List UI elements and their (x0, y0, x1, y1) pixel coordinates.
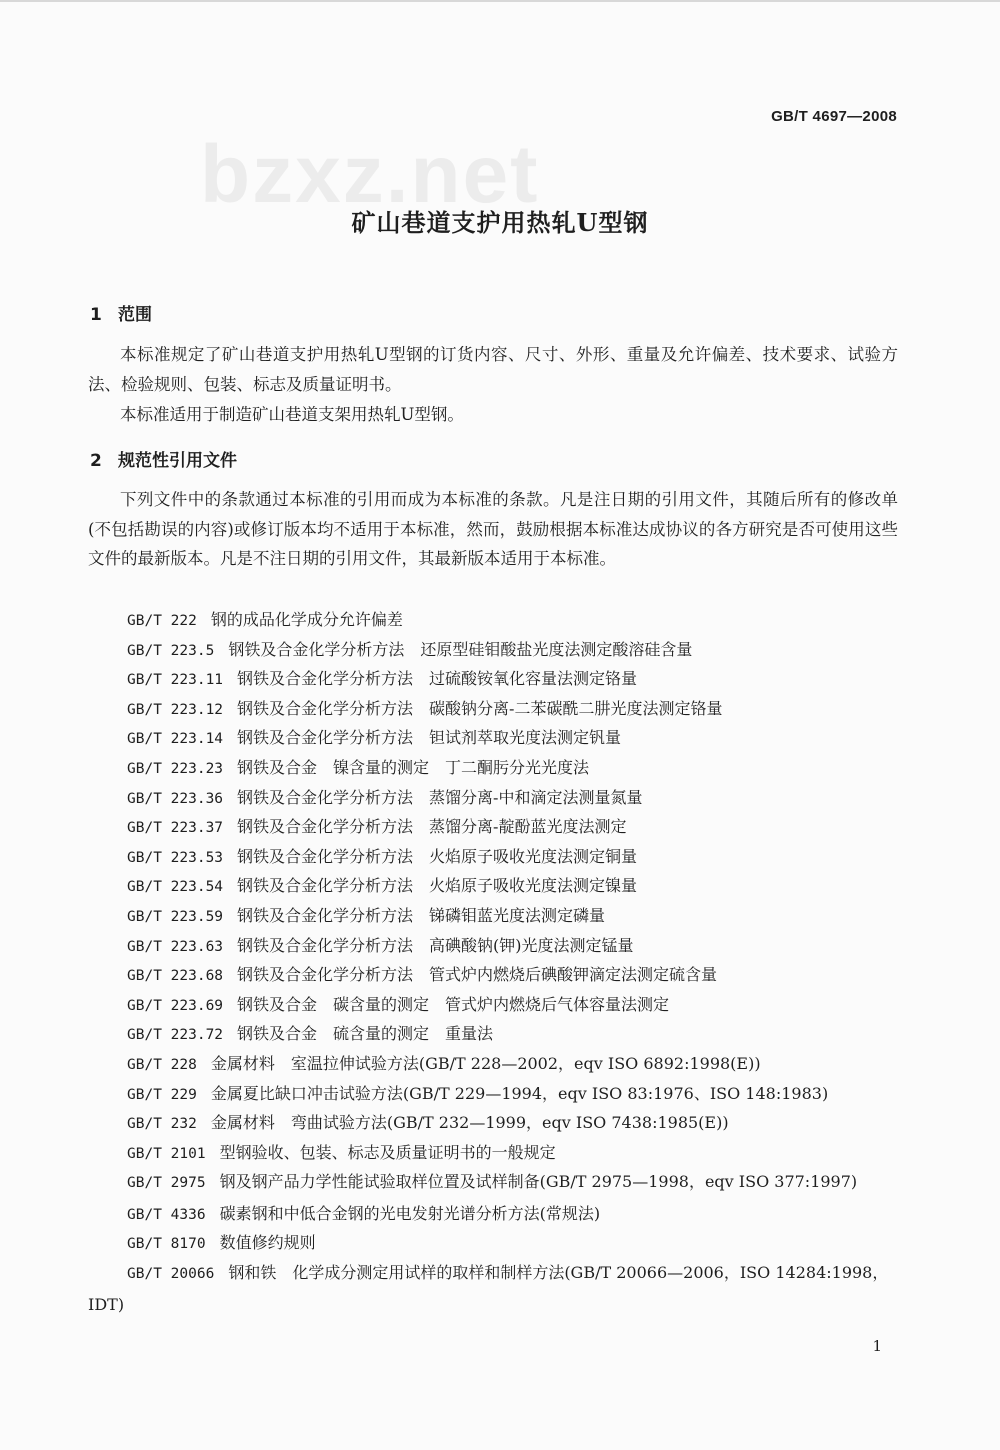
reference-title: 钢铁及合金化学分析方法 高碘酸钠(钾)光度法测定锰量 (237, 935, 634, 955)
reference-code: GB/T 2975 (127, 1175, 206, 1192)
reference-item (88, 1258, 900, 1319)
reference-title: 钢铁及合金化学分析方法 火焰原子吸收光度法测定铜量 (237, 846, 638, 866)
reference-code: GB/T 4336 (127, 1206, 206, 1223)
reference-title: 钢铁及合金化学分析方法 火焰原子吸收光度法测定镍量 (237, 876, 638, 896)
reference-code: GB/T 223.54 (127, 879, 224, 896)
reference-code: GB/T 223.12 (127, 701, 224, 718)
section-1-paragraph-1: 本标准规定了矿山巷道支护用热轧U型钢的订货内容、尺寸、外形、重量及允许偏差、技术要求、试验方法、检验规则、包装、标志及质量证明书。 (88, 345, 898, 394)
reference-item (88, 1079, 900, 1109)
reference-code: GB/T 223.63 (127, 938, 224, 955)
page-number: 1 (872, 1337, 882, 1355)
reference-item (88, 931, 900, 961)
reference-title: 钢铁及合金 镍含量的测定 丁二酮肟分光光度法 (237, 757, 590, 777)
reference-item (88, 1199, 900, 1229)
reference-item (88, 694, 900, 724)
reference-code: GB/T 223.68 (127, 968, 224, 985)
reference-title: 钢铁及合金化学分析方法 钽试剂萃取光度法测定钒量 (237, 728, 622, 748)
reference-code: GB/T 20066 (127, 1266, 215, 1283)
reference-item (88, 1167, 900, 1199)
section-title: 范围 (118, 305, 152, 325)
reference-item (88, 1019, 900, 1049)
reference-item (88, 723, 900, 753)
section-2-intro: 下列文件中的条款通过本标准的引用而成为本标准的条款。凡是注日期的引用文件，其随后所有的修改单(不包括勘误的内容)或修订版本均不适用于本标准，然而，鼓励根据本标准达成协议的各方研究是否可使用这些文件的最新版本。凡是不注日期的引用文件，其最新版本适用于本标准。 (88, 490, 898, 568)
reference-title: 钢铁及合金 硫含量的测定 重量法 (237, 1024, 494, 1044)
reference-title: 碳素钢和中低合金钢的光电发射光谱分析方法(常规法) (219, 1203, 601, 1223)
reference-title: 钢铁及合金化学分析方法 锑磷钼蓝光度法测定磷量 (237, 905, 606, 925)
reference-code: GB/T 229 (127, 1086, 197, 1103)
section-title: 规范性引用文件 (118, 451, 237, 471)
reference-code: GB/T 223.5 (127, 642, 215, 659)
section-1-paragraph-2: 本标准适用于制造矿山巷道支架用热轧U型钢。 (120, 405, 464, 424)
reference-title: 钢铁及合金 碳含量的测定 管式炉内燃烧后气体容量法测定 (237, 994, 670, 1014)
reference-title: 钢铁及合金化学分析方法 过硫酸铵氧化容量法测定铬量 (237, 669, 638, 689)
reference-item (88, 990, 900, 1020)
reference-item (88, 783, 900, 813)
reference-item (88, 664, 900, 694)
reference-code: GB/T 223.69 (127, 997, 224, 1014)
reference-code: GB/T 232 (127, 1116, 197, 1133)
reference-code: GB/T 222 (127, 613, 197, 629)
reference-item (88, 812, 900, 842)
standard-number: GB/T 4697—2008 (771, 108, 897, 125)
reference-code: GB/T 8170 (127, 1236, 206, 1253)
watermark: bzxz.net (200, 129, 540, 220)
reference-code: GB/T 228 (127, 1056, 197, 1073)
page-top-edge (0, 0, 1000, 2)
reference-title: 型钢验收、包装、标志及质量证明书的一般规定 (219, 1142, 556, 1162)
reference-code: GB/T 223.23 (127, 760, 224, 777)
reference-code: GB/T 223.72 (127, 1027, 224, 1044)
reference-item (88, 842, 900, 872)
reference-code: GB/T 223.14 (127, 731, 224, 748)
reference-title: 金属材料 弯曲试验方法(GB/T 232—1999，eqv ISO 7438:1985(E)) (210, 1113, 729, 1133)
reference-title: 金属材料 室温拉伸试验方法(GB/T 228—2002，eqv ISO 6892:1998(E)) (210, 1053, 761, 1073)
reference-list (88, 605, 900, 1319)
reference-item (88, 871, 900, 901)
document-title: 矿山巷道支护用热轧U型钢 (351, 208, 649, 237)
section-2-heading (90, 446, 237, 471)
reference-title: 钢和铁 化学成分测定用试样的取样和制样方法(GB/T 20066—2006，ISO 14284:1998，IDT) (88, 1263, 889, 1314)
reference-item (88, 1049, 900, 1079)
reference-code: GB/T 223.37 (127, 820, 224, 837)
section-number: 2 (90, 451, 102, 471)
reference-item (88, 635, 900, 665)
reference-title: 钢铁及合金化学分析方法 蒸馏分离-中和滴定法测量氮量 (237, 787, 643, 807)
reference-item (88, 1108, 900, 1138)
reference-title: 金属夏比缺口冲击试验方法(GB/T 229—1994，eqv ISO 83:1976、ISO 148:1983) (210, 1083, 829, 1103)
reference-code: GB/T 223.53 (127, 849, 224, 866)
reference-title: 数值修约规则 (219, 1233, 316, 1253)
reference-item (88, 960, 900, 990)
reference-code: GB/T 2101 (127, 1145, 206, 1162)
section-1-heading (90, 300, 152, 325)
reference-item (88, 753, 900, 783)
reference-title: 钢及钢产品力学性能试验取样位置及试样制备(GB/T 2975—1998，eqv ISO 377:1997) (219, 1172, 858, 1192)
reference-title: 钢铁及合金化学分析方法 蒸馏分离-靛酚蓝光度法测定 (237, 817, 627, 837)
reference-title: 钢铁及合金化学分析方法 还原型硅钼酸盐光度法测定酸溶硅含量 (228, 639, 693, 659)
reference-code: GB/T 223.11 (127, 672, 224, 689)
reference-item (88, 605, 900, 635)
reference-title: 钢铁及合金化学分析方法 碳酸钠分离-二苯碳酰二肼光度法测定铬量 (237, 698, 723, 718)
reference-title: 钢的成品化学成分允许偏差 (210, 610, 403, 629)
reference-code: GB/T 223.59 (127, 908, 224, 925)
reference-item (88, 901, 900, 931)
section-number: 1 (90, 305, 102, 325)
reference-code: GB/T 223.36 (127, 790, 224, 807)
reference-item (88, 1228, 900, 1258)
reference-title: 钢铁及合金化学分析方法 管式炉内燃烧后碘酸钾滴定法测定硫含量 (237, 965, 718, 985)
reference-item (88, 1138, 900, 1168)
